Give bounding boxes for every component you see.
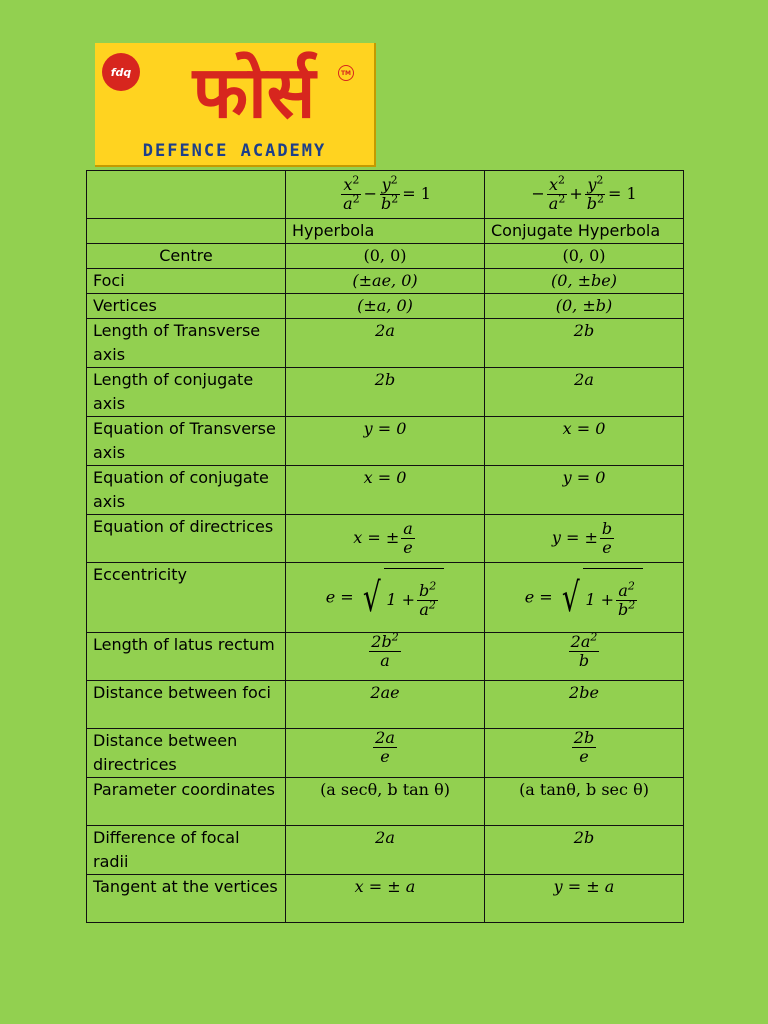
table-row	[87, 269, 684, 294]
row-label: Parameter coordinates	[87, 778, 286, 826]
hyperbola-value: 2a	[286, 319, 485, 368]
hyperbola-value: 2ae	[286, 681, 485, 729]
row-label: Distance between directrices	[87, 729, 286, 778]
row-label: Length of conjugate axis	[87, 368, 286, 417]
row-label: Difference of focal radii	[87, 826, 286, 875]
hyperbola-value: x = ± a	[286, 875, 485, 923]
conjugate-value: y = ± $\frac{b}{e}$	[485, 515, 684, 563]
empty-header-cell	[87, 171, 286, 219]
hyperbola-value: $\frac{2b^2}{a}$	[286, 633, 485, 681]
conjugate-value: 2a	[485, 368, 684, 417]
hyperbola-comparison-table	[86, 170, 684, 923]
conjugate-value: $\frac{2a^2}{b}$	[485, 633, 684, 681]
table-row	[87, 633, 684, 681]
trademark-mark: TM	[338, 65, 354, 81]
row-label: Length of Transverse axis	[87, 319, 286, 368]
table-row	[87, 368, 684, 417]
table-row	[87, 515, 684, 563]
row-label: Distance between foci	[87, 681, 286, 729]
conjugate-value: 2b	[485, 826, 684, 875]
hyperbola-value: x = 0	[286, 466, 485, 515]
hyperbola-column-header: Hyperbola	[286, 219, 485, 244]
table-row	[87, 681, 684, 729]
logo-hindi-text: फोर्स	[192, 50, 316, 134]
table-row	[87, 826, 684, 875]
academy-logo	[95, 43, 376, 167]
row-label: Eccentricity	[87, 563, 286, 633]
conjugate-equation: − $\frac{x^2}{a^2}$ + $\frac{y^2}{b^2}$ = 1	[485, 171, 684, 219]
hyperbola-value: $\frac{2a}{e}$	[286, 729, 485, 778]
logo-badge: fdq	[102, 53, 140, 91]
hyperbola-value: 2b	[286, 368, 485, 417]
column-names-row	[87, 219, 684, 244]
table-row	[87, 729, 684, 778]
hyperbola-value: 2a	[286, 826, 485, 875]
hyperbola-value: (0, 0)	[286, 244, 485, 269]
table-row	[87, 319, 684, 368]
row-label: Equation of directrices	[87, 515, 286, 563]
table-row	[87, 294, 684, 319]
hyperbola-value: e = √ 1 + $\frac{b^2}{a^2}$	[286, 563, 485, 633]
conjugate-value: x = 0	[485, 417, 684, 466]
conjugate-value: (0, ±b)	[485, 294, 684, 319]
conjugate-value: (a tanθ, b sec θ)	[485, 778, 684, 826]
hyperbola-value: y = 0	[286, 417, 485, 466]
empty-name-cell	[87, 219, 286, 244]
hyperbola-equation: $\frac{x^2}{a^2}$ − $\frac{y^2}{b^2}$ = 1	[286, 171, 485, 219]
table-row	[87, 875, 684, 923]
table-row	[87, 563, 684, 633]
row-label: Foci	[87, 269, 286, 294]
conjugate-column-header: Conjugate Hyperbola	[485, 219, 684, 244]
hyperbola-value: (±ae, 0)	[286, 269, 485, 294]
conjugate-value: (0, 0)	[485, 244, 684, 269]
table-row	[87, 244, 684, 269]
equation-row	[87, 171, 684, 219]
hyperbola-value: x = ± $\frac{a}{e}$	[286, 515, 485, 563]
row-label: Equation of conjugate axis	[87, 466, 286, 515]
conjugate-value: 2b	[485, 319, 684, 368]
row-label: Vertices	[87, 294, 286, 319]
row-label: Length of latus rectum	[87, 633, 286, 681]
row-label: Tangent at the vertices	[87, 875, 286, 923]
conjugate-value: $\frac{2b}{e}$	[485, 729, 684, 778]
row-label: Centre	[87, 244, 286, 269]
hyperbola-value: (±a, 0)	[286, 294, 485, 319]
row-label: Equation of Transverse axis	[87, 417, 286, 466]
table-row	[87, 417, 684, 466]
hyperbola-value: (a secθ, b tan θ)	[286, 778, 485, 826]
logo-subtitle: DEFENCE ACADEMY	[95, 137, 374, 165]
table-row	[87, 466, 684, 515]
table-row	[87, 778, 684, 826]
conjugate-value: e = √ 1 + $\frac{a^2}{b^2}$	[485, 563, 684, 633]
conjugate-value: y = 0	[485, 466, 684, 515]
conjugate-value: (0, ±be)	[485, 269, 684, 294]
conjugate-value: 2be	[485, 681, 684, 729]
conjugate-value: y = ± a	[485, 875, 684, 923]
